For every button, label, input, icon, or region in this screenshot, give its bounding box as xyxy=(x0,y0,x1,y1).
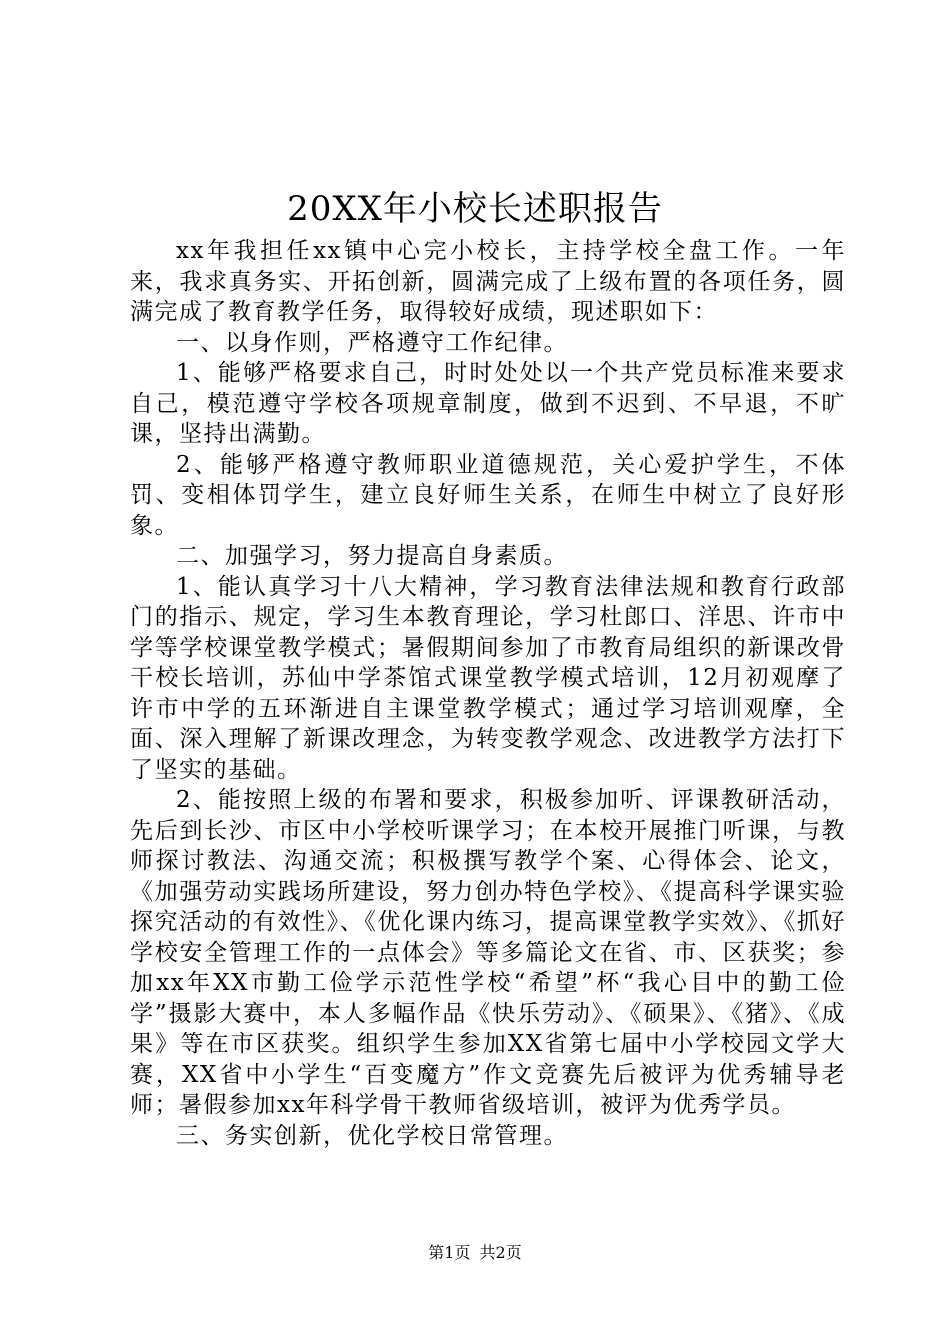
page-total: 共2页 xyxy=(479,1243,522,1262)
document-body xyxy=(130,236,846,1151)
page-number: 第1页 xyxy=(428,1243,471,1262)
paragraph: 1、能认真学习十八大精神，学习教育法律法规和教育行政部门的指示、规定，学习生本教育理论，学习杜郎口、洋思、许市中学等学校课堂教学模式；暑假期间参加了市教育局组织的新课改骨干校长培训，苏仙中学茶馆式课堂教学模式培训，12月初观摩了许市中学的五环渐进自主课堂教学模式；通过学习培训观摩，全面、深入理解了新课改理念，为转变教学观念、改进教学方法打下了坚实的基础。 xyxy=(130,573,846,783)
page-footer xyxy=(0,1242,950,1264)
paragraph: 1、能够严格要求自己，时时处处以一个共产党员标准来要求自己，模范遵守学校各项规章制度，做到不迟到、不早退，不旷课，坚持出满勤。 xyxy=(130,360,846,447)
paragraph: 2、能够严格遵守教师职业道德规范，关心爱护学生，不体罚、变相体罚学生，建立良好师生关系，在师生中树立了良好形象。 xyxy=(130,451,846,539)
section-heading: 一、以身作则，严格遵守工作纪律。 xyxy=(176,329,568,356)
paragraph: 2、能按照上级的布署和要求，积极参加听、评课教研活动，先后到长沙、市区中小学校听课学习；在本校开展推门听课，与教师探讨教法、沟通交流；积极撰写教学个案、心得体会、论文，《加强劳动实践场所建设，努力创办特色学校》、《提高科学课实验探究活动的有效性》、《优化课内练习，提高课堂教学实效》、《抓好学校安全管理工作的一点体会》等多篇论文在省、市、区获奖；参加xx年XX市勤工俭学示范性学校“希望”杯“我心目中的勤工俭学”摄影大赛中，本人多幅作品《快乐劳动》、《硕果》、《猪》、《成果》等在市区获奖。组织学生参加XX省第七届中小学校园文学大赛，XX省中小学生“百变魔方”作文竞赛先后被评为优秀辅导老师；暑假参加xx年科学骨干教师省级培训，被评为优秀学员。 xyxy=(130,787,846,1118)
document-title: 20XX年小校长述职报告 xyxy=(287,189,663,229)
section-heading: 三、务实创新，优化学校日常管理。 xyxy=(176,1122,568,1149)
section-heading: 二、加强学习，努力提高自身素质。 xyxy=(176,543,568,569)
paragraph: xx年我担任xx镇中心完小校长，主持学校全盘工作。一年来，我求真务实、开拓创新，圆满完成了上级布置的各项任务，圆满完成了教育教学任务，取得较好成绩，现述职如下： xyxy=(130,238,846,325)
